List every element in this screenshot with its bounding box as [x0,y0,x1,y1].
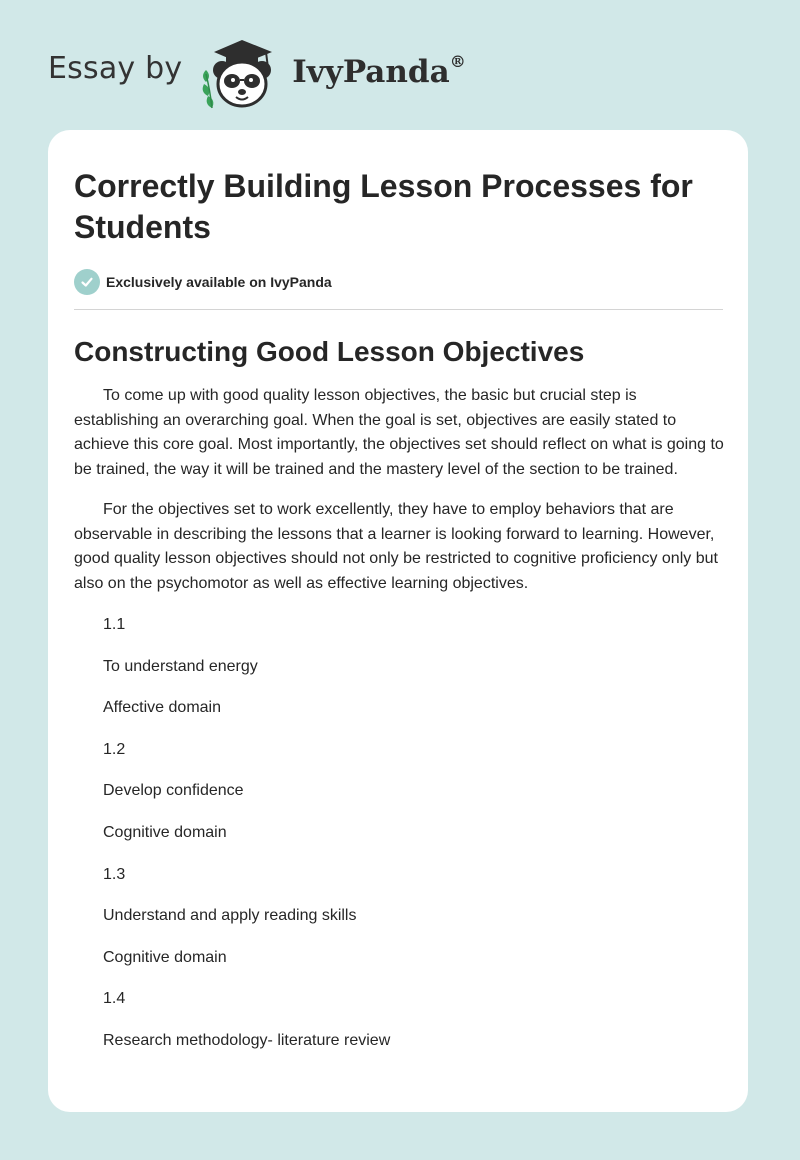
ivypanda-logo-icon[interactable] [196,34,288,110]
essay-card [48,130,748,1112]
objectives-list [74,613,722,1071]
list-item: Research methodology- literature review [103,1031,391,1049]
divider [74,309,723,310]
essay-by-label: Essay by [48,50,183,86]
paragraph-2: For the objectives set to work excellently, they have to employ behaviors that are observable in describing the lessons that a learner is looking forward to learning. However, good quality lesson objectives should not only be restricted to cognitive proficiency only but also on the psychomotor as well as effective learning objectives. [74,501,718,592]
list-item: 1.1 [103,616,126,633]
registered-mark: ® [449,52,466,71]
exclusive-badge [74,268,722,296]
brand-name[interactable] [292,54,465,90]
list-item: 1.4 [103,990,126,1008]
section-heading: Constructing Good Lesson Objectives [74,336,585,367]
brand-text: IvyPanda [292,54,450,90]
list-item: Understand and apply reading skills [103,907,357,925]
list-item: Cognitive domain [103,823,227,841]
list-item: 1.3 [103,865,126,883]
checkmark-icon [74,269,100,295]
list-item: To understand energy [103,657,258,675]
site-header [48,34,466,110]
exclusive-label: Exclusively available on IvyPanda [106,274,332,290]
list-item: Affective domain [103,699,221,717]
paragraph-1: To come up with good quality lesson objectives, the basic but crucial step is establishing an overarching goal. When the goal is set, objectives are easily stated to achieve this core goal. Most importantly, the objectives set should reflect on what is going to be trained, the way it will be trained and the mastery level of the section to be trained. [74,387,724,478]
list-item: Develop confidence [103,782,244,800]
page-title: Correctly Building Lesson Processes for Students [74,168,693,245]
list-item: Cognitive domain [103,948,227,966]
list-item: 1.2 [103,740,126,758]
